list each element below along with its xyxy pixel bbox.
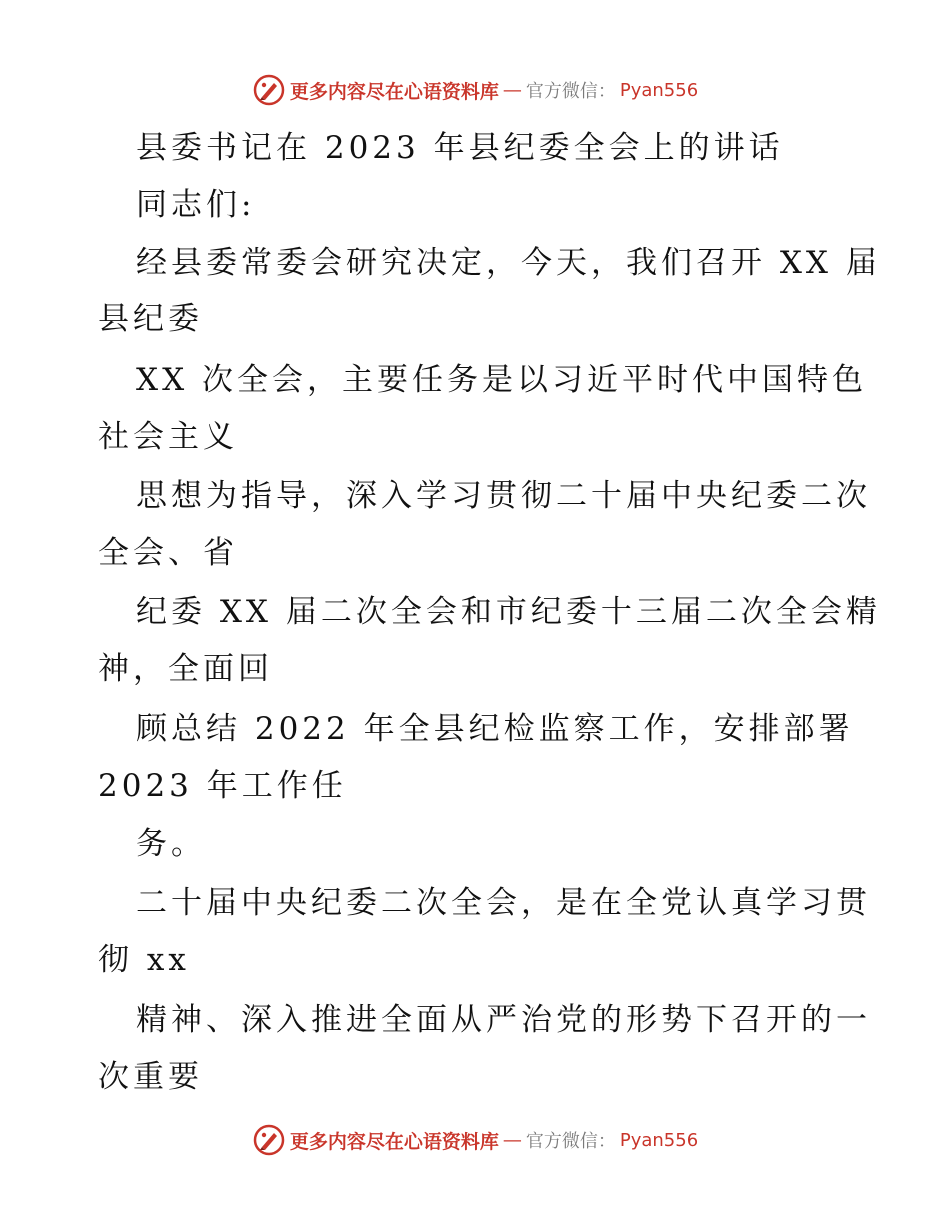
text-line: 2023 年工作任 [98, 768, 347, 804]
text-line: 社会主义 [98, 419, 238, 455]
text-line: 彻 xx [98, 942, 190, 978]
watermark-title: 更多内容尽在心语资料库 [289, 80, 499, 103]
watermark-dash: — [502, 79, 522, 101]
header-watermark [0, 72, 950, 108]
pen-logo-icon [252, 73, 286, 107]
pen-logo-icon [252, 1123, 286, 1157]
watermark-title: 更多内容尽在心语资料库 [289, 1130, 499, 1153]
watermark-wechat-label: 官方微信： [525, 81, 616, 102]
text-line: 思想为指导，深入学习贯彻二十届中央纪委二次 [136, 478, 871, 514]
text-line: 县纪委 [98, 301, 203, 337]
document-title: 县委书记在 2023 年县纪委全会上的讲话 [136, 130, 784, 166]
text-line: 务。 [136, 826, 206, 862]
text-line: 二十届中央纪委二次全会，是在全党认真学习贯 [136, 885, 871, 921]
text-line: 顾总结 2022 年全县纪检监察工作，安排部署 [136, 711, 854, 747]
text-line: XX 次全会，主要任务是以习近平时代中国特色 [136, 362, 867, 398]
text-line: 精神、深入推进全面从严治党的形势下召开的一 [136, 1002, 871, 1038]
salutation: 同志们: [136, 187, 256, 223]
text-line: 全会、省 [98, 535, 238, 571]
footer-watermark [0, 1122, 950, 1158]
watermark-dash: — [502, 1129, 522, 1151]
text-line: 神，全面回 [98, 651, 273, 687]
text-line: 纪委 XX 届二次全会和市纪委十三届二次全会精 [136, 594, 881, 630]
watermark-wechat-id: Pyan556 [619, 1129, 699, 1151]
watermark-wechat-id: Pyan556 [619, 79, 699, 101]
watermark-wechat-label: 官方微信： [525, 1131, 616, 1152]
text-line: 经县委常委会研究决定，今天，我们召开 XX 届 [136, 245, 881, 281]
text-line: 次重要 [98, 1059, 203, 1095]
